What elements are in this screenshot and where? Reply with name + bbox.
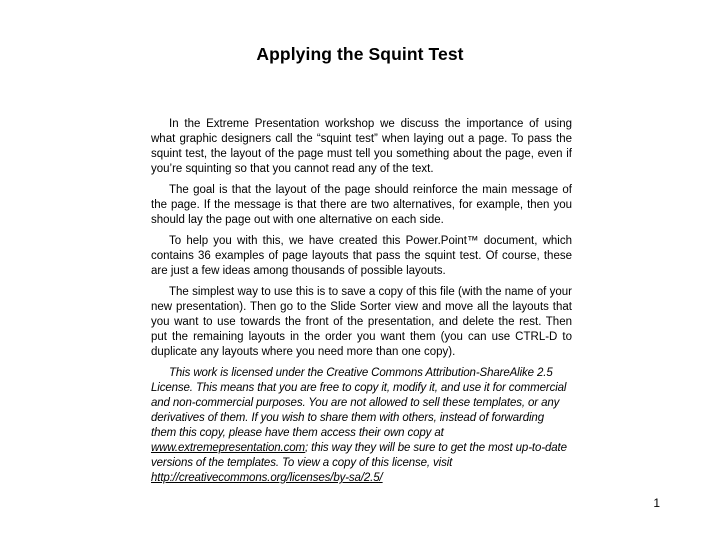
license-paragraph (151, 366, 572, 486)
website-link[interactable]: www.extremepresentation.com (151, 442, 305, 454)
license-text-after-link: ; this way they will be sure to get the most up-to-date versions of the templates. To view a copy of this license, visit (151, 442, 567, 469)
license-link[interactable]: http://creativecommons.org/licenses/by-sa/2.5/ (151, 472, 383, 484)
paragraph-instructions: The simplest way to use this is to save a copy of this file (with the name of your new presentation). Then go to the Slide Sorter view and move all the layouts that you want to use towards the front of the presentation, and delete the rest. Then put the remaining layouts in the order you want them (you can use CTRL-D to duplicate any layouts where you need more than one copy). (151, 286, 572, 358)
page-number: 1 (653, 496, 660, 510)
document-body (151, 117, 572, 486)
paragraph-intro: In the Extreme Presentation workshop we discuss the importance of using what graphic designers call the “squint test” when laying out a page. To pass the squint test, the layout of the page must tell you something about the page, even if you’re squinting so that you cannot read any of the text. (151, 118, 572, 175)
paragraph-help: To help you with this, we have created this Power.Point™ document, which contains 36 examples of page layouts that pass the squint test. Of course, these are just a few ideas among thousands of possible layouts. (151, 235, 572, 277)
paragraph-goal: The goal is that the layout of the page should reinforce the main message of the page. If the message is that there are two alternatives, for example, then you should lay the page out with one alternative on each side. (151, 184, 572, 226)
license-text-before-link: This work is licensed under the Creative Commons Attribution-ShareAlike 2.5 License. This means that you are free to copy it, modify it, and use it for commercial and non-commercial purposes. You are not allowed to sell these templates, or any derivatives of them. If you wish to share them with others, instead of forwarding them this copy, please have them access their own copy at (151, 367, 567, 439)
page-title: Applying the Squint Test (256, 44, 464, 64)
